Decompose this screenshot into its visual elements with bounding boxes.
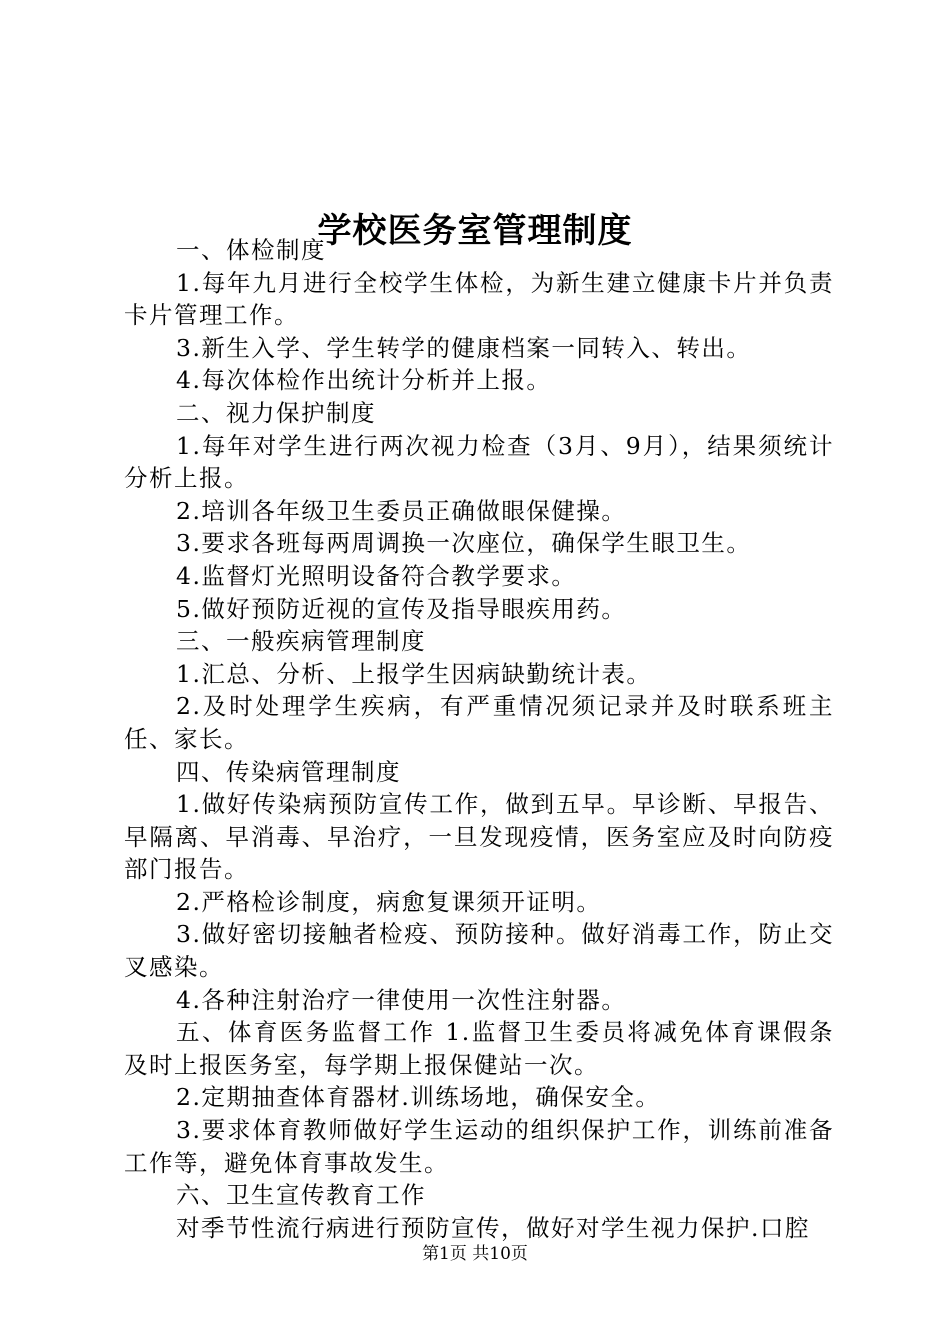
paragraph: 3.新生入学、学生转学的健康档案一同转入、转出。 xyxy=(176,333,752,362)
paragraph: 1.每年九月进行全校学生体检，为新生建立健康卡片并负责卡片管理工作。 xyxy=(124,268,834,330)
paragraph: 3.做好密切接触者检疫、预防接种。做好消毒工作，防止交叉感染。 xyxy=(124,920,834,982)
paragraph: 3.要求各班每两周调换一次座位，确保学生眼卫生。 xyxy=(176,529,752,558)
paragraph: 四、传染病管理制度 xyxy=(176,757,401,786)
paragraph: 4.每次体检作出统计分析并上报。 xyxy=(176,366,552,395)
paragraph: 4.监督灯光照明设备符合教学要求。 xyxy=(176,561,577,590)
paragraph: 3.要求体育教师做好学生运动的组织保护工作，训练前准备工作等，避免体育事故发生。 xyxy=(124,1116,834,1177)
paragraph: 三、一般疾病管理制度 xyxy=(176,627,426,656)
document-title: 学校医务室管理制度 xyxy=(317,210,633,251)
paragraph: 1.每年对学生进行两次视力检查（3月、9月），结果须统计分析上报。 xyxy=(124,431,834,493)
paragraph: 六、卫生宣传教育工作 xyxy=(176,1181,426,1210)
paragraph: 2.严格检诊制度，病愈复课须开证明。 xyxy=(176,887,602,916)
paragraph: 2.及时处理学生疾病，有严重情况须记录并及时联系班主任、家长。 xyxy=(124,692,834,753)
paragraph: 1.做好传染病预防宣传工作，做到五早。早诊断、早报告、早隔离、早消毒、早治疗，一旦发现疫情，医务室应及时向防疫部门报告。 xyxy=(124,790,834,884)
paragraph: 二、视力保护制度 xyxy=(176,398,376,427)
paragraph: 1.汇总、分析、上报学生因病缺勤统计表。 xyxy=(176,659,652,688)
paragraph: 4.各种注射治疗一律使用一次性注射器。 xyxy=(176,985,627,1014)
paragraph: 五、体育医务监督工作 1.监督卫生委员将减免体育课假条及时上报医务室，每学期上报保健站一次。 xyxy=(124,1018,834,1079)
paragraph: 2.培训各年级卫生委员正确做眼保健操。 xyxy=(176,496,627,525)
page-footer: 第1页 共10页 xyxy=(422,1244,528,1264)
paragraph: 对季节性流行病进行预防宣传，做好对学生视力保护.口腔 xyxy=(176,1213,810,1242)
paragraph: 一、体检制度 xyxy=(176,236,326,264)
paragraph: 2.定期抽查体育器材.训练场地，确保安全。 xyxy=(176,1083,661,1112)
paragraph: 5.做好预防近视的宣传及指导眼疾用药。 xyxy=(176,594,627,623)
document-body xyxy=(124,234,834,1244)
